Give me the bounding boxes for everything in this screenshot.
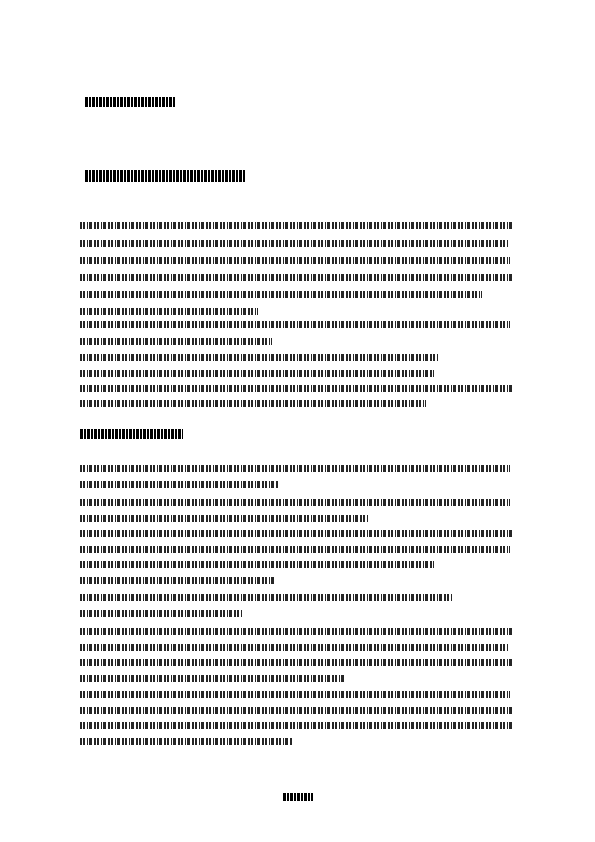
text-line — [80, 222, 512, 229]
text-line — [80, 338, 272, 345]
text-line — [80, 594, 452, 601]
text-line — [80, 659, 512, 666]
page-number-glyphs — [283, 793, 313, 801]
running-header-glyphs — [85, 97, 175, 107]
text-line — [80, 628, 512, 635]
text-line — [80, 274, 512, 281]
text-line — [80, 400, 426, 407]
text-line — [80, 321, 510, 328]
text-line — [80, 515, 368, 522]
text-line — [80, 465, 510, 472]
text-line — [80, 675, 344, 682]
text-line — [80, 561, 434, 568]
text-line — [80, 481, 278, 488]
text-line — [80, 722, 512, 729]
document-title — [85, 170, 245, 182]
section-heading-text — [80, 439, 81, 440]
page-number-text — [283, 801, 284, 802]
text-line — [80, 240, 508, 247]
text-line — [80, 546, 510, 553]
text-line — [80, 691, 510, 698]
text-line — [80, 644, 508, 651]
text-line — [80, 577, 274, 584]
running-header-text — [85, 107, 86, 108]
text-line — [80, 291, 482, 298]
text-line — [80, 370, 434, 377]
text-line — [80, 308, 258, 315]
document-title-glyphs — [85, 170, 245, 182]
page-number — [283, 793, 313, 801]
running-header — [85, 97, 175, 107]
text-line — [80, 354, 438, 361]
section-heading — [80, 429, 183, 439]
text-line — [80, 610, 242, 617]
section-heading-glyphs — [80, 429, 183, 439]
text-line — [80, 385, 512, 392]
text-line — [80, 707, 512, 714]
text-line — [80, 499, 510, 506]
text-line — [80, 530, 512, 537]
text-line — [80, 738, 292, 745]
text-line — [80, 257, 510, 264]
document-title-text — [85, 182, 86, 183]
